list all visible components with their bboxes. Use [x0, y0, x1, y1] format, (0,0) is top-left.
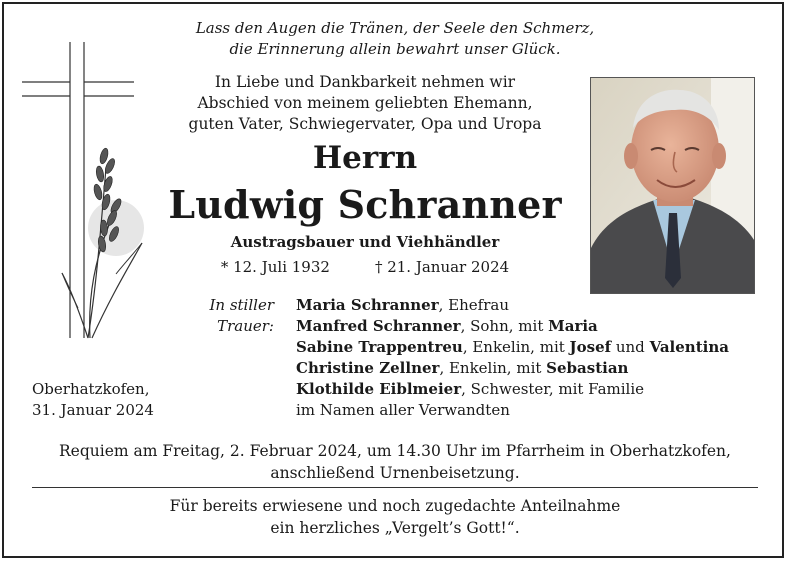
mourner-name: Klothilde Eiblmeier	[296, 380, 462, 398]
cross-with-wheat-icon	[18, 38, 158, 348]
mourner-row	[296, 316, 766, 337]
mourner-child-name: Valentina	[649, 338, 729, 356]
birth-date: * 12. Juli 1932	[220, 258, 330, 276]
death-date: † 21. Januar 2024	[374, 258, 510, 276]
mourners-label	[150, 295, 274, 337]
mourner-partner-name: Sebastian	[546, 359, 629, 377]
deceased-name: Ludwig Schranner	[168, 182, 562, 227]
intro-line-1: In Liebe und Dankbarkeit nehmen wir	[214, 73, 516, 91]
life-dates	[150, 256, 580, 278]
mourner-row	[296, 379, 766, 400]
mourner-name: Maria Schranner	[296, 296, 439, 314]
intro-line-2: Abschied von meinem geliebten Ehemann,	[197, 94, 533, 112]
thanks-line-1: Für bereits erwiesene und noch zugedachte Anteilnahme	[169, 497, 621, 515]
portrait-photo	[590, 77, 755, 294]
mourner-row	[296, 358, 766, 379]
mourner-row	[296, 400, 766, 421]
intro-text	[150, 72, 580, 135]
mourner-detail: im Namen aller Verwandten	[296, 401, 510, 419]
mourner-detail: , Schwester, mit Familie	[461, 380, 645, 398]
intro-line-3: guten Vater, Schwiegervater, Opa und Uropa	[188, 115, 542, 133]
mourner-partner-name: Josef	[569, 338, 612, 356]
requiem-line-1: Requiem am Freitag, 2. Februar 2024, um 14.30 Uhr im Pfarrheim in Oberhatzkofen,	[59, 442, 731, 460]
mourner-partner-name: Maria	[548, 317, 598, 335]
mourner-name: Manfred Schranner	[296, 317, 461, 335]
mourner-detail: , Sohn, mit	[460, 317, 549, 335]
mourners-label-line-2: Trauer:	[217, 317, 274, 335]
mourners-label-line-1: In stiller	[209, 296, 274, 314]
occupation: Austragsbauer und Viehhändler	[230, 233, 500, 251]
mourner-detail: , Ehefrau	[438, 296, 509, 314]
place: Oberhatzkofen,	[32, 380, 150, 398]
mourner-detail: und	[611, 338, 650, 356]
quote-line-1: Lass den Augen die Tränen, der Seele den Schmerz,	[195, 19, 595, 37]
mourners-list	[296, 295, 766, 421]
mourner-detail: , Enkelin, mit	[462, 338, 570, 356]
quote-line-2: die Erinnerung allein bewahrt unser Glück.	[229, 40, 561, 58]
salutation: Herrn	[312, 140, 418, 176]
mourner-name: Christine Zellner	[296, 359, 440, 377]
divider	[32, 487, 758, 488]
thanks-line-2: ein herzliches „Vergelt’s Gott!“.	[270, 519, 520, 537]
notice-date: 31. Januar 2024	[32, 401, 154, 419]
thanks-text	[20, 495, 770, 539]
mourner-name: Sabine Trappentreu	[296, 338, 463, 356]
mourner-detail: , Enkelin, mit	[439, 359, 547, 377]
requiem-line-2: anschließend Urnenbeisetzung.	[270, 464, 520, 482]
quote	[150, 18, 640, 60]
place-and-date	[32, 379, 154, 421]
mourner-row	[296, 295, 766, 316]
requiem-info	[20, 440, 770, 484]
mourner-row	[296, 337, 766, 358]
